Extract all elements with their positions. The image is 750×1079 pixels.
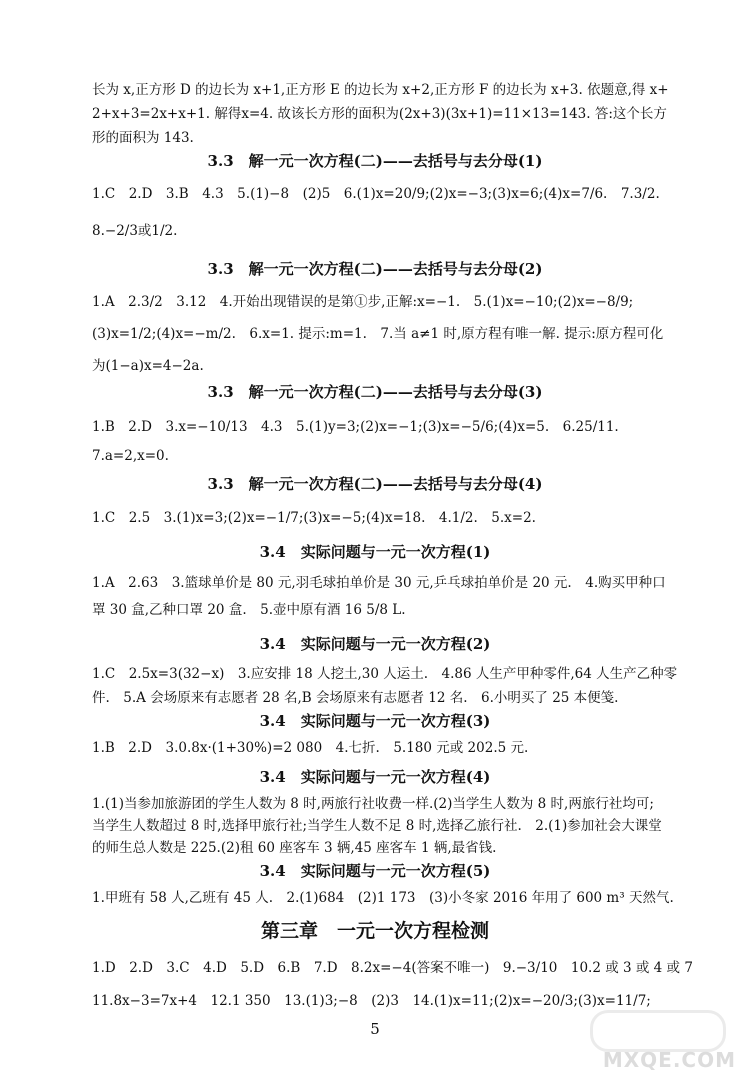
answer-line: 件. 5.A 会场原来有志愿者 28 名,B 会场原来有志愿者 12 名. 6.小明买了 25 本便笺.: [92, 690, 619, 706]
watermark-logo-icon: [590, 1010, 726, 1052]
section-heading: 3.4 实际问题与一元一次方程(2): [259, 635, 491, 653]
section-heading: 3.4 实际问题与一元一次方程(5): [259, 862, 491, 880]
section-heading: 3.4 实际问题与一元一次方程(3): [259, 712, 491, 730]
answer-line: (3)x=1/2;(4)x=−m/2. 6.x=1. 提示:m=1. 7.当 a≠1 时,原方程有唯一解. 提示:原方程可化: [92, 326, 664, 342]
answer-line: 的师生总人数是 225.(2)租 60 座客车 3 辆,45 座客车 1 辆,最省钱.: [92, 840, 497, 856]
answer-line: 罩 30 盒,乙种口罩 20 盒. 5.壶中原有酒 16 5/8 L.: [92, 602, 406, 618]
answer-line: 1.C 2.5 3.(1)x=3;(2)x=−1/7;(3)x=−5;(4)x=18. 4.1/2. 5.x=2.: [92, 510, 536, 526]
intro-line-3: 形的面积为 143.: [92, 130, 194, 146]
answer-line: 7.a=2,x=0.: [92, 448, 169, 464]
intro-line-2: 2+x+3=2x+x+1. 解得x=4. 故该长方形的面积为(2x+3)(3x+1)=11×13=143. 答:这个长方: [92, 106, 667, 122]
answer-line: 为(1−a)x=4−2a.: [92, 358, 204, 374]
answer-line: 8.−2/3或1/2.: [92, 223, 178, 239]
section-heading: 3.3 解一元一次方程(二)——去括号与去分母(4): [207, 475, 543, 493]
answer-line: 1.甲班有 58 人,乙班有 45 人. 2.(1)684 (2)1 173 (3)小冬家 2016 年用了 600 m³ 天然气.: [92, 890, 674, 906]
answer-line: 1.A 2.3/2 3.12 4.开始出现错误的是第①步,正解:x=−1. 5.(1)x=−10;(2)x=−8/9;: [92, 294, 634, 310]
answer-line: 1.C 2.D 3.B 4.3 5.(1)−8 (2)5 6.(1)x=20/9;(2)x=−3;(3)x=6;(4)x=7/6. 7.3/2.: [92, 186, 660, 202]
section-heading: 3.3 解一元一次方程(二)——去括号与去分母(2): [207, 260, 543, 278]
section-heading: 3.3 解一元一次方程(二)——去括号与去分母(3): [207, 383, 543, 401]
watermark-text: MXQE.COM: [602, 1048, 736, 1072]
page-number: 5: [370, 1020, 380, 1038]
answer-line: 1.B 2.D 3.0.8x·(1+30%)=2 080 4.七折. 5.180 元或 202.5 元.: [92, 740, 529, 756]
answer-line: 1.D 2.D 3.C 4.D 5.D 6.B 7.D 8.2x=−4(答案不唯一) 9.−3/10 10.2 或 3 或 4 或 7: [92, 960, 693, 976]
answer-line: 1.B 2.D 3.x=−10/13 4.3 5.(1)y=3;(2)x=−1;(3)x=−5/6;(4)x=5. 6.25/11.: [92, 419, 619, 435]
intro-line-1: 长为 x,正方形 D 的边长为 x+1,正方形 E 的边长为 x+2,正方形 F 的边长为 x+3. 依题意,得 x+: [92, 82, 669, 98]
answer-line: 11.8x−3=7x+4 12.1 350 13.(1)3;−8 (2)3 14.(1)x=11;(2)x=−20/3;(3)x=11/7;: [92, 993, 651, 1009]
answer-line: 当学生人数超过 8 时,选择甲旅行社;当学生人数不足 8 时,选择乙旅行社. 2.(1)参加社会大课堂: [92, 818, 662, 834]
section-heading: 3.3 解一元一次方程(二)——去括号与去分母(1): [207, 152, 543, 170]
answer-line: 1.A 2.63 3.篮球单价是 80 元,羽毛球拍单价是 30 元,乒乓球拍单价是 20 元. 4.购买甲种口: [92, 575, 666, 591]
section-heading: 3.4 实际问题与一元一次方程(1): [259, 543, 491, 561]
answer-line: 1.(1)当参加旅游团的学生人数为 8 时,两旅行社收费一样.(2)当学生人数为 8 时,两旅行社均可;: [92, 796, 654, 812]
section-heading: 3.4 实际问题与一元一次方程(4): [259, 768, 491, 786]
watermark: [568, 1010, 736, 1072]
chapter-test-heading: 第三章 一元一次方程检测: [260, 920, 489, 942]
answer-line: 1.C 2.5x=3(32−x) 3.应安排 18 人挖土,30 人运土. 4.86 人生产甲种零件,64 人生产乙种零: [92, 666, 678, 682]
